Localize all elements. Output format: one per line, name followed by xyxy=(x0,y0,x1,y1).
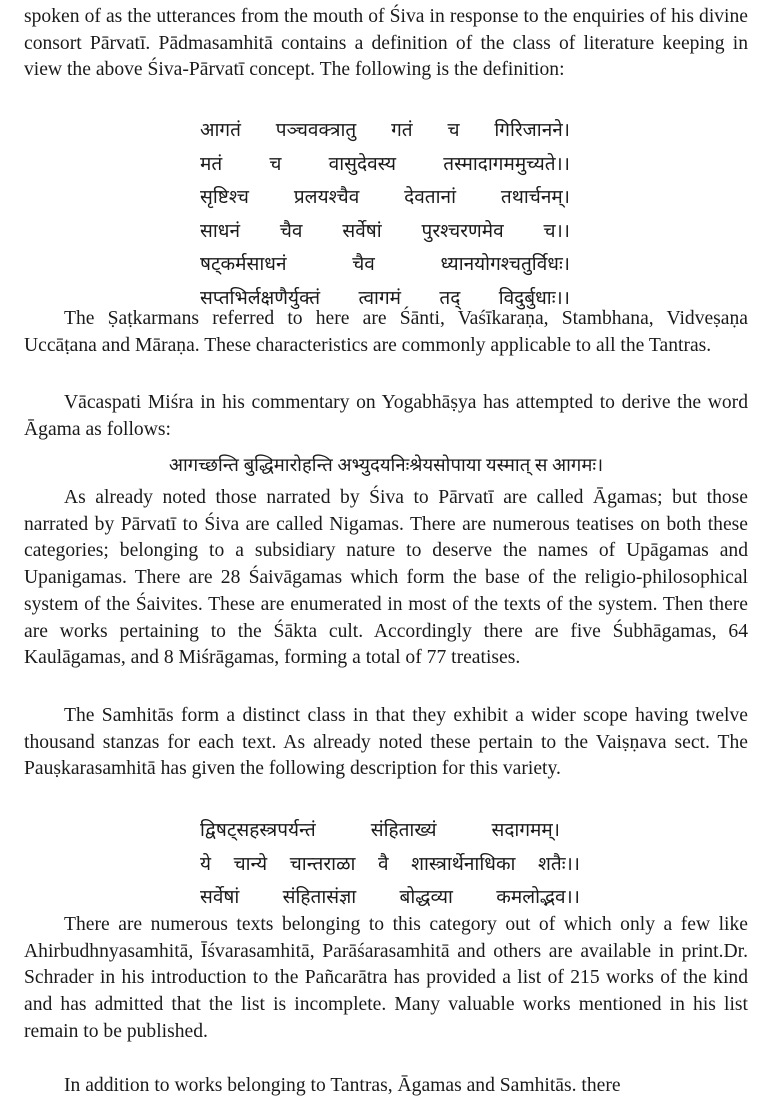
verse-line xyxy=(200,881,580,915)
verse-word: आगतं xyxy=(200,120,241,141)
verse-line xyxy=(200,181,570,215)
verse-word: शास्त्रार्थेनाधिका xyxy=(411,853,516,875)
sanskrit-quote-agama: आगच्छन्ति बुद्धिमारोहन्ति अभ्युदयनिःश्रेयसोपाया यस्मात् स आगमः। xyxy=(168,456,604,476)
verse-line xyxy=(200,148,570,182)
paragraph-siva-parvati: spoken of as the utterances from the mouth of Śiva in response to the enquiries of his divine consort Pārvatī. Pādmasamhitā contains a definition of the class of literature keeping in view the above Śiva-Pārvatī concept. The following is the definition: xyxy=(24,6,748,81)
verse-word: सर्वेषां xyxy=(342,220,382,242)
verse-word: संहितासंज्ञा xyxy=(282,887,357,908)
verse-word: च xyxy=(269,153,282,175)
verse-word: शतैः।। xyxy=(538,853,580,875)
verse-word: सदागमम्। xyxy=(491,820,560,841)
verse-word: चान्ये xyxy=(233,853,268,875)
verse-word: तस्मादागममुच्यते।। xyxy=(443,153,570,175)
verse-line xyxy=(200,848,580,882)
verse-word: प्रलयश्चैव xyxy=(293,187,360,208)
verse-word: पुरश्चरणमेव xyxy=(421,220,504,242)
verse-word: बोद्धव्या xyxy=(399,887,453,908)
verse-padmasamhita xyxy=(200,114,570,315)
verse-word: देवतानां xyxy=(404,187,457,208)
verse-line xyxy=(200,215,570,249)
paragraph-satkarmans: The Ṣaṭkarmans referred to here are Śānti, Vaśīkaraṇa, Stambhana, Vidveṣaṇa Uccāṭana and Māraṇa. These characteristics are commonly applicable to all the Tantras. xyxy=(24,308,748,356)
verse-word: कमलोद्भव।। xyxy=(496,887,580,908)
verse-word: ध्यानयोगश्चतुर्विधः। xyxy=(440,254,570,275)
verse-word: गिरिजानने। xyxy=(494,120,570,141)
verse-word: चैव xyxy=(352,254,375,275)
verse-line xyxy=(200,814,560,848)
verse-word: च xyxy=(447,120,460,141)
verse-word: द्विषट्सहस्त्रपर्यन्तं xyxy=(200,820,316,841)
paragraph-agamas-nigamas: As already noted those narrated by Śiva to Pārvatī are called Āgamas; but those narrated by Pārvatī to Śiva are called Nigamas. There are numerous teatises on both these categories; belonging to a subsidiary nature to deserve the names of Upāgamas and Upanigamas. There are 28 Śaivāgamas which form the base of the religio-philosophical system of the Śaivites. These are enumerated in most of the texts of the system. Then there are works pertaining to the Śākta cult. Accordingly there are five Śubhāgamas, 64 Kaulāgamas, and 8 Miśrāgamas, forming a total of 77 treatises. xyxy=(24,487,748,669)
paragraph-in-addition: In addition to works belonging to Tantras, Āgamas and Samhitās. there xyxy=(64,1075,621,1096)
verse-word: तथार्चनम्। xyxy=(500,187,570,208)
verse-word: साधनं xyxy=(200,220,240,242)
verse-line xyxy=(200,248,570,282)
verse-word: संहिताख्यं xyxy=(370,820,437,841)
paragraph-vacaspati: Vācaspati Miśra in his commentary on Yogabhāṣya has attempted to derive the word Āgama as follows: xyxy=(24,392,748,440)
verse-word: सृष्टिश्च xyxy=(200,187,250,208)
verse-word: वासुदेवस्य xyxy=(328,153,397,175)
paragraph-samhitas: The Samhitās form a distinct class in that they exhibit a wider scope having twelve thousand stanzas for each text. As already noted these pertain to the Vaiṣṇava sect. The Pauṣkarasamhitā has given the following description for this variety. xyxy=(24,705,748,780)
verse-word: ये xyxy=(200,853,212,875)
verse-word: त्वागमं xyxy=(358,287,402,309)
verse-word: मतं xyxy=(200,153,223,175)
verse-word: विदुर्बुधाः।। xyxy=(498,287,570,309)
verse-word: वै xyxy=(377,853,389,875)
verse-word: सप्तभिर्लक्षणैर्युक्तं xyxy=(200,287,321,309)
verse-word: गतं xyxy=(391,120,413,141)
verse-pauskarasamhita xyxy=(200,814,580,915)
verse-word: चान्तराळा xyxy=(289,853,356,875)
verse-word: च।। xyxy=(543,220,570,242)
verse-word: पञ्चवक्त्रातु xyxy=(275,120,357,141)
paragraph-numerous-texts: There are numerous texts belonging to this category out of which only a few like Ahirbudhnyasamhitā, Īśvarasamhitā, Parāśarasamhitā and others are available in print.Dr. Schrader in his introduction to the Pañcarātra has provided a list of 215 works of the kind and has admitted that the list is incomplete. Many valuable works mentioned in his list remain to be published. xyxy=(24,914,748,1042)
verse-line xyxy=(200,114,570,148)
verse-word: चैव xyxy=(279,220,303,242)
verse-word: सर्वेषां xyxy=(200,887,240,908)
verse-word: षट्कर्मसाधनं xyxy=(200,254,287,275)
verse-word: तद् xyxy=(439,287,461,309)
